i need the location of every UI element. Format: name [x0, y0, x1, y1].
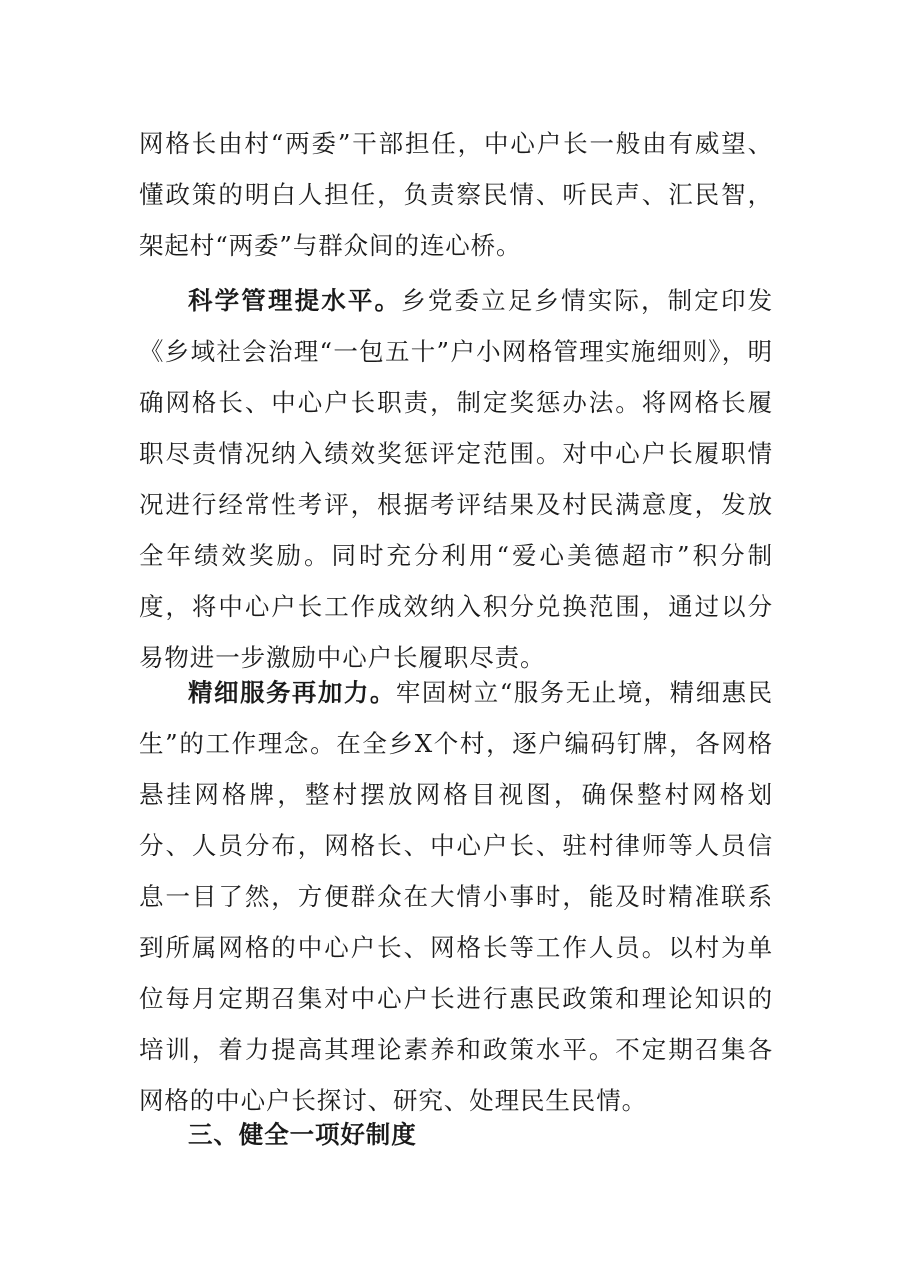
paragraph-scientific-management [139, 275, 773, 683]
paragraph-refined-service [139, 667, 773, 1126]
paragraph-text: 乡党委立足乡情实际，制定印发《乡域社会治理“一包五十”户小网格管理实施细则》，明确网格长、中心户长职责，制定奖惩办法。将网格长履职尽责情况纳入绩效奖惩评定范围。对中心户长履职情况进行经常性考评，根据考评结果及村民满意度，发放全年绩效奖励。同时充分利用“爱心美德超市”积分制度，将中心户长工作成效纳入积分兑换范围，通过以分易物进一步激励中心户长履职尽责。 [139, 286, 773, 672]
paragraph-text: 牢固树立“服务无止境，精细惠民生”的工作理念。在全乡X个村，逐户编码钉牌，各网格悬挂网格牌，整村摆放网格目视图，确保整村网格划分、人员分布，网格长、中心户长、驻村律师等人员信息一目了然，方便群众在大情小事时，能及时精准联系到所属网格的中心户长、网格长等工作人员。以村为单位每月定期召集对中心户长进行惠民政策和理论知识的培训，着力提高其理论素养和政策水平。不定期召集各网格的中心户长探讨、研究、处理民生民情。 [139, 678, 773, 1115]
paragraph-text: 网格长由村“两委”干部担任，中心户长一般由有威望、懂政策的明白人担任，负责察民情、听民声、汇民智，架起村“两委”与群众间的连心桥。 [139, 129, 773, 260]
paragraph-grid-leaders [139, 118, 773, 271]
paragraph-lead-heading: 精细服务再加力。 [188, 678, 396, 707]
paragraph-lead-heading: 科学管理提水平。 [188, 286, 402, 315]
section-heading: 三、健全一项好制度 [188, 1120, 417, 1149]
